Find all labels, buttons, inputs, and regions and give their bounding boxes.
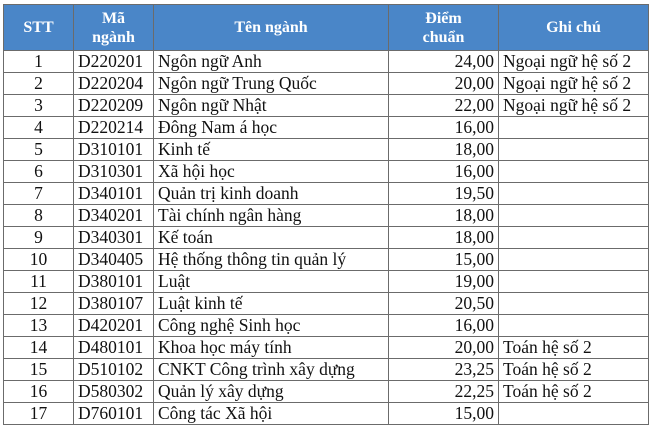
header-code	[74, 5, 154, 51]
cell-major-code: D310101	[74, 139, 154, 161]
cell-major-name: Quản trị kinh doanh	[154, 183, 389, 205]
cell-note: Toán hệ số 2	[499, 381, 649, 403]
cell-note	[499, 249, 649, 271]
table-row	[4, 205, 649, 227]
cell-note	[499, 293, 649, 315]
table-row	[4, 183, 649, 205]
cell-major-name: Hệ thống thông tin quản lý	[154, 249, 389, 271]
cell-cutoff-score: 16,00	[389, 315, 499, 337]
table-row	[4, 359, 649, 381]
cell-note: Ngoại ngữ hệ số 2	[499, 73, 649, 95]
cell-major-code: D220201	[74, 51, 154, 73]
cell-stt: 9	[4, 227, 74, 249]
cell-major-name: Tài chính ngân hàng	[154, 205, 389, 227]
cell-cutoff-score: 19,00	[389, 271, 499, 293]
header-note: Ghi chú	[499, 5, 649, 51]
header-name: Tên ngành	[154, 5, 389, 51]
cell-note	[499, 205, 649, 227]
cell-major-name: Ngôn ngữ Trung Quốc	[154, 73, 389, 95]
table-row	[4, 51, 649, 73]
cell-cutoff-score: 15,00	[389, 249, 499, 271]
table-row	[4, 249, 649, 271]
table-row	[4, 73, 649, 95]
cell-major-name: Ngôn ngữ Anh	[154, 51, 389, 73]
table-row	[4, 381, 649, 403]
table-row	[4, 227, 649, 249]
cell-major-code: D340201	[74, 205, 154, 227]
cell-stt: 14	[4, 337, 74, 359]
admission-score-table	[3, 4, 649, 425]
cell-cutoff-score: 16,00	[389, 117, 499, 139]
cell-stt: 16	[4, 381, 74, 403]
table-row	[4, 161, 649, 183]
table-row	[4, 315, 649, 337]
cell-note	[499, 161, 649, 183]
cell-major-name: CNKT Công trình xây dựng	[154, 359, 389, 381]
cell-major-code: D380107	[74, 293, 154, 315]
table-row	[4, 271, 649, 293]
table-row	[4, 139, 649, 161]
cell-stt: 8	[4, 205, 74, 227]
cell-cutoff-score: 20,00	[389, 73, 499, 95]
cell-cutoff-score: 20,00	[389, 337, 499, 359]
cell-major-name: Luật kinh tế	[154, 293, 389, 315]
header-code-line1: Mã	[101, 9, 126, 27]
header-score	[389, 5, 499, 51]
cell-major-name: Khoa học máy tính	[154, 337, 389, 359]
cell-major-name: Xã hội học	[154, 161, 389, 183]
cell-major-name: Kế toán	[154, 227, 389, 249]
cell-note	[499, 117, 649, 139]
cell-note	[499, 139, 649, 161]
cell-cutoff-score: 18,00	[389, 139, 499, 161]
cell-note: Ngoại ngữ hệ số 2	[499, 51, 649, 73]
cell-major-name: Ngôn ngữ Nhật	[154, 95, 389, 117]
cell-cutoff-score: 19,50	[389, 183, 499, 205]
cell-cutoff-score: 24,00	[389, 51, 499, 73]
header-code-line2: ngành	[92, 28, 135, 46]
cell-note	[499, 315, 649, 337]
cell-note: Toán hệ số 2	[499, 337, 649, 359]
cell-major-code: D340101	[74, 183, 154, 205]
cell-stt: 17	[4, 403, 74, 425]
cell-major-code: D420201	[74, 315, 154, 337]
cell-stt: 2	[4, 73, 74, 95]
table-row	[4, 117, 649, 139]
cell-major-code: D380101	[74, 271, 154, 293]
cell-stt: 7	[4, 183, 74, 205]
cell-major-name: Công tác Xã hội	[154, 403, 389, 425]
cell-major-code: D310301	[74, 161, 154, 183]
cell-stt: 11	[4, 271, 74, 293]
table-row	[4, 403, 649, 425]
cell-stt: 10	[4, 249, 74, 271]
cell-major-code: D340301	[74, 227, 154, 249]
cell-stt: 4	[4, 117, 74, 139]
cell-cutoff-score: 18,00	[389, 227, 499, 249]
table-row	[4, 337, 649, 359]
cell-major-name: Kinh tế	[154, 139, 389, 161]
cell-major-code: D510102	[74, 359, 154, 381]
cell-note	[499, 227, 649, 249]
header-stt: STT	[4, 5, 74, 51]
cell-major-code: D220204	[74, 73, 154, 95]
cell-major-code: D760101	[74, 403, 154, 425]
cell-note	[499, 271, 649, 293]
cell-major-code: D340405	[74, 249, 154, 271]
cell-cutoff-score: 22,25	[389, 381, 499, 403]
cell-cutoff-score: 15,00	[389, 403, 499, 425]
admission-score-table-container	[3, 4, 649, 425]
cell-major-code: D580302	[74, 381, 154, 403]
cell-major-name: Luật	[154, 271, 389, 293]
cell-stt: 12	[4, 293, 74, 315]
cell-cutoff-score: 22,00	[389, 95, 499, 117]
cell-major-code: D220214	[74, 117, 154, 139]
table-row	[4, 293, 649, 315]
table-row	[4, 95, 649, 117]
cell-major-name: Đông Nam á học	[154, 117, 389, 139]
header-row	[4, 5, 649, 51]
cell-major-name: Quản lý xây dựng	[154, 381, 389, 403]
cell-cutoff-score: 20,50	[389, 293, 499, 315]
cell-cutoff-score: 16,00	[389, 161, 499, 183]
header-score-line1: Điểm	[425, 9, 462, 27]
cell-note	[499, 183, 649, 205]
cell-major-code: D480101	[74, 337, 154, 359]
cell-note: Ngoại ngữ hệ số 2	[499, 95, 649, 117]
table-body	[4, 51, 649, 425]
cell-stt: 15	[4, 359, 74, 381]
cell-cutoff-score: 23,25	[389, 359, 499, 381]
cell-major-code: D220209	[74, 95, 154, 117]
cell-note	[499, 403, 649, 425]
cell-stt: 6	[4, 161, 74, 183]
cell-stt: 3	[4, 95, 74, 117]
cell-stt: 5	[4, 139, 74, 161]
cell-stt: 1	[4, 51, 74, 73]
cell-stt: 13	[4, 315, 74, 337]
cell-major-name: Công nghệ Sinh học	[154, 315, 389, 337]
cell-note: Toán hệ số 2	[499, 359, 649, 381]
cell-cutoff-score: 18,00	[389, 205, 499, 227]
header-score-line2: chuẩn	[422, 28, 465, 46]
